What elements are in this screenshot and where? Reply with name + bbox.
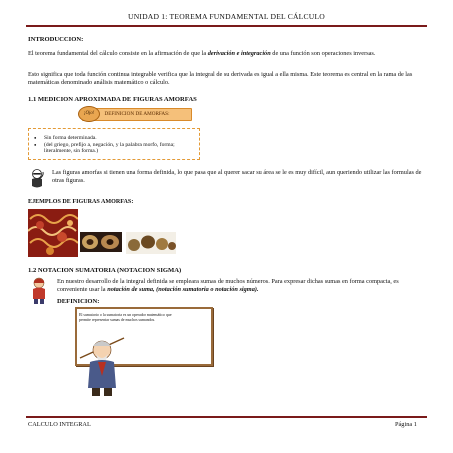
- section-1-1-heading: 1.1 MEDICION APROXIMADA DE FIGURAS AMORFAS: [28, 96, 197, 103]
- amorphous-pattern-image: [28, 209, 78, 257]
- intro-heading: INTRODUCCION:: [28, 36, 84, 43]
- student-character-icon: [30, 277, 50, 305]
- page-header: UNIDAD 1: TEOREMA FUNDAMENTAL DEL CÁLCULO: [128, 12, 325, 21]
- header-rule: [26, 25, 427, 27]
- definition-heading: DEFINICION:: [57, 298, 100, 305]
- list-item: ● Sin forma determinada.: [34, 135, 194, 142]
- section-1-2-paragraph: En nuestro desarrollo de la integral definida se empleara sumas de muchos números. Para expresar dichas sumas en forma compacta, es conveniente usar la notación de suma, (notación sumatoria o notación sigma).: [57, 278, 399, 293]
- attention-icon: ¡Ojo!: [78, 106, 100, 122]
- board-definition-text: El sumatorio o la sumatoria es un operador matemático que permite representar sumas de muchos sumandos.: [79, 313, 172, 322]
- footer-rule: [26, 416, 427, 418]
- footer-left: CALCULO INTEGRAL: [28, 421, 91, 428]
- professor-illustration: [72, 318, 142, 398]
- examples-heading: EJEMPLOS DE FIGURAS AMORFAS:: [28, 199, 134, 205]
- amorphous-pebbles-image: [126, 232, 176, 254]
- section-1-2-heading: 1.2 NOTACION SUMATORIA (NOTACION SIGMA): [28, 267, 182, 274]
- definition-list: [34, 135, 194, 155]
- intro-paragraph-2: Esto significa que toda función continua integrable verifica que la integral de su derivada es igual a ella misma. Este teorema es central en la rama de las matemáticas denominado análisis matemático o cálculo.: [28, 71, 413, 86]
- amorphous-stones-image: [80, 232, 122, 252]
- thinking-person-icon: [26, 168, 48, 190]
- page-number: Página 1: [395, 421, 417, 428]
- intro-paragraph-1: El teorema fundamental del cálculo consiste en la afirmación de que la derivación e integración de una función son operaciones inversas.: [28, 50, 376, 57]
- definition-banner: DEFINICION DE AMORFAS:: [82, 108, 192, 121]
- list-item: ● (del griego, prefijo a, negación, y la palabra morfo, forma; literalmente, sin forma.): [34, 142, 194, 155]
- section-1-1-paragraph: Las figuras amorfas si tienen una forma definida, lo que pasa que al querer sacar su área se le es muy difícil, aun queriendo utilizar las formulas de otras figuras.: [52, 169, 422, 184]
